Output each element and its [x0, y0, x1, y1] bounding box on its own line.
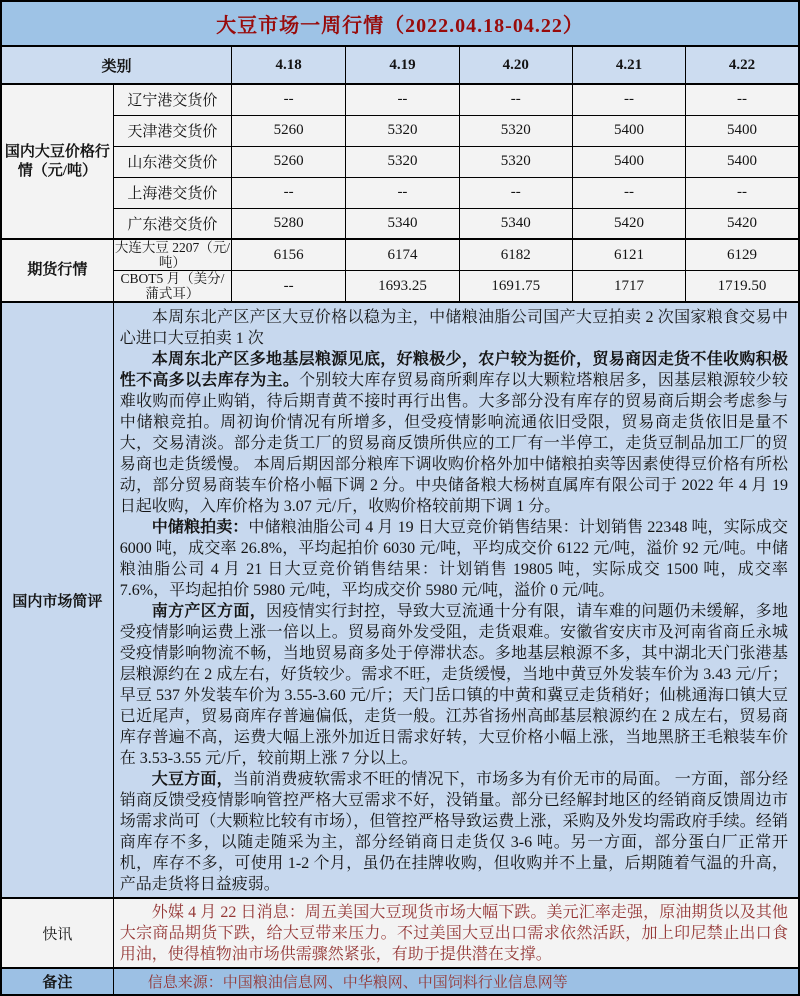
price-cell: -- — [346, 84, 459, 115]
review-section-label: 国内市场简评 — [1, 302, 113, 898]
price-cell: 5420 — [686, 208, 799, 239]
port-label: 上海港交货价 — [113, 177, 231, 208]
table-row — [1, 115, 799, 146]
news-text: 外媒 4 月 22 日消息：周五美国大豆现货市场大幅下跌。美元汇率走强，原油期货以及其他大宗商品期货下跌，给大豆带来压力。不过美国大豆出口需求依然活跃，加上印尼禁止出口食用油，使得植物油市场供需骤然紧张，有助于提供潜在支撑。 — [119, 904, 788, 963]
price-cell: -- — [346, 177, 459, 208]
price-cell: -- — [686, 84, 799, 115]
price-cell: 5320 — [346, 146, 459, 177]
price-cell: 5340 — [346, 208, 459, 239]
table-row — [1, 208, 799, 239]
price-cell: 6121 — [572, 239, 685, 271]
port-label: 天津港交货价 — [113, 115, 231, 146]
futures-section-label: 期货行情 — [1, 239, 113, 302]
price-cell: 5320 — [459, 115, 572, 146]
table-row — [1, 239, 799, 271]
remark-section-label: 备注 — [1, 968, 113, 995]
price-cell: 6156 — [232, 239, 346, 271]
futures-contract-label: 大连大豆 2207（元/吨） — [114, 240, 230, 270]
date-header-5: 4.22 — [686, 46, 799, 84]
date-header-1: 4.18 — [232, 46, 346, 84]
price-cell: 5400 — [572, 146, 685, 177]
review-paragraph: 本周东北产区产区大豆价格以稳为主，中储粮油脂公司国产大豆拍卖 2 次国家粮食交易中心进口大豆拍卖 1 次 — [119, 309, 788, 347]
price-cell: 1693.25 — [346, 271, 459, 303]
price-cell: -- — [232, 271, 346, 303]
futures-contract-label: CBOT5 月（美分/蒲式耳） — [113, 271, 231, 303]
review-paragraph: 中储粮拍卖：中储粮油脂公司 4 月 19 日大豆竞价销售结果：计划销售 22348 吨，实际成交 6000 吨，成交率 26.8%，平均起拍价 6030 元/吨，平均成交价 6122 元/吨，溢价 92 元/吨。中储粮油脂公司 4 月 21 日大豆竞价销售结果：计划销售 19805 吨，实际成交 1500 吨，成交率 7.6%，平均起拍价 5980 元/吨，平均成交价 5980 元/吨，溢价 0 元/吨。 — [119, 519, 788, 599]
price-cell: 5400 — [686, 115, 799, 146]
review-paragraph: 大豆方面，当前消费疲软需求不旺的情况下，市场多为有价无市的局面。 一方面，部分经销商反馈受疫情影响管控严格大豆需求不好，没销量。部分已经解封地区的经销商反馈周边市场需求尚可（大颗粒比较有市场），但管控严格导致运费上涨，采购及外发均需政府手续。经销商库存不多，以随走随采为主，部分经销商日走货仅 3-6 吨。另一方面，部分蛋白厂正常开机，库存不多，可使用 1-2 个月，虽仍在挂牌收购，但收购并不上量，后期随着气温的升高，产品走货将日益疲弱。 — [119, 771, 788, 893]
price-cell: -- — [232, 84, 346, 115]
price-cell: 1717 — [572, 271, 685, 303]
price-cell: 5260 — [232, 146, 346, 177]
port-label: 广东港交货价 — [113, 208, 231, 239]
table-row — [1, 271, 799, 303]
remark-text: 信息来源：中国粮油信息网、中华粮网、中国饲料行业信息网等 — [113, 968, 799, 995]
date-header-2: 4.19 — [346, 46, 459, 84]
price-cell: 5320 — [459, 146, 572, 177]
table-row — [1, 146, 799, 177]
price-cell: -- — [572, 84, 685, 115]
news-content — [113, 898, 799, 968]
price-section-label: 国内大豆价格行情（元/吨） — [1, 84, 113, 239]
price-cell: 5400 — [686, 146, 799, 177]
price-cell: 5280 — [232, 208, 346, 239]
price-cell: 6182 — [459, 239, 572, 271]
review-paragraph: 本周东北产区多地基层粮源见底，好粮极少，农户较为挺价，贸易商因走货不佳收购积极性不高多以去库存为主。个别较大库存贸易商所剩库存以大颗粒塔粮居多，因基层粮源较少较难收购而停止购销，待后期青黄不接时再行出售。大多部分没有库存的贸易商后期会考虑参与中储粮竞拍。周初询价情况有所增多，但受疫情影响流通依旧受限，贸易商走货依旧是量不大，交易清淡。部分走货工厂的贸易商反馈所供应的工厂有一半停工，走货豆制品加工厂的贸易商也走货缓慢。 本周后期因部分粮库下调收购价格外加中储粮拍卖等因素使得豆价格有所松动，部分贸易商装车价格小幅下调 2 分。中央储备粮大杨树直属库有限公司于 2022 年 4 月 19 日起收购，入库价格为 3.07 元/斤，收购价格较前期下调 1 分。 — [119, 351, 788, 515]
price-cell: 6129 — [686, 239, 799, 271]
category-header: 类别 — [1, 46, 232, 84]
page-title: 大豆市场一周行情（2022.04.18-04.22） — [1, 1, 799, 46]
price-cell: 5400 — [572, 115, 685, 146]
news-section-label: 快讯 — [1, 898, 113, 968]
review-paragraph: 南方产区方面，因疫情实行封控，导致大豆流通十分有限，请车难的问题仍未缓解，多地受疫情影响运费上涨一倍以上。贸易商外发受阻，走货艰难。安徽省安庆市及河南省商丘永城受疫情影响物流不畅，当地贸易商多处于停滞状态。多地基层粮源不多，其中湖北天门张港基层粮源约在 2 成左右，好货较少。需求不旺，走货缓慢，当地中黄豆外发装车价为 3.43 元/斤；早豆 537 外发装车价为 3.55-3.60 元/斤；天门岳口镇的中黄和冀豆走货稍好；仙桃通海口镇大豆已近尾声，贸易商库存普遍偏低，走货一般。江苏省扬州高邮基层粮源约在 2 成左右，贸易商库存普遍不高，运费大幅上涨外加近日需求好转，大豆价格小幅上涨，当地黑脐王毛粮装车价在 3.53-3.55 元/斤，较前期上涨 7 分以上。 — [119, 603, 788, 767]
price-cell: 6174 — [346, 239, 459, 271]
table-row — [1, 84, 799, 115]
price-cell: -- — [232, 177, 346, 208]
price-cell: -- — [686, 177, 799, 208]
price-cell: 5260 — [232, 115, 346, 146]
date-header-4: 4.21 — [572, 46, 685, 84]
price-cell: 5420 — [572, 208, 685, 239]
date-header-3: 4.20 — [459, 46, 572, 84]
price-cell: 1691.75 — [459, 271, 572, 303]
port-label: 辽宁港交货价 — [113, 84, 231, 115]
price-cell: 5340 — [459, 208, 572, 239]
price-cell: -- — [459, 84, 572, 115]
review-content — [113, 302, 799, 898]
price-cell: 5320 — [346, 115, 459, 146]
price-cell: 1719.50 — [686, 271, 799, 303]
port-label: 山东港交货价 — [113, 146, 231, 177]
table-row — [1, 177, 799, 208]
price-cell: -- — [572, 177, 685, 208]
price-cell: -- — [459, 177, 572, 208]
